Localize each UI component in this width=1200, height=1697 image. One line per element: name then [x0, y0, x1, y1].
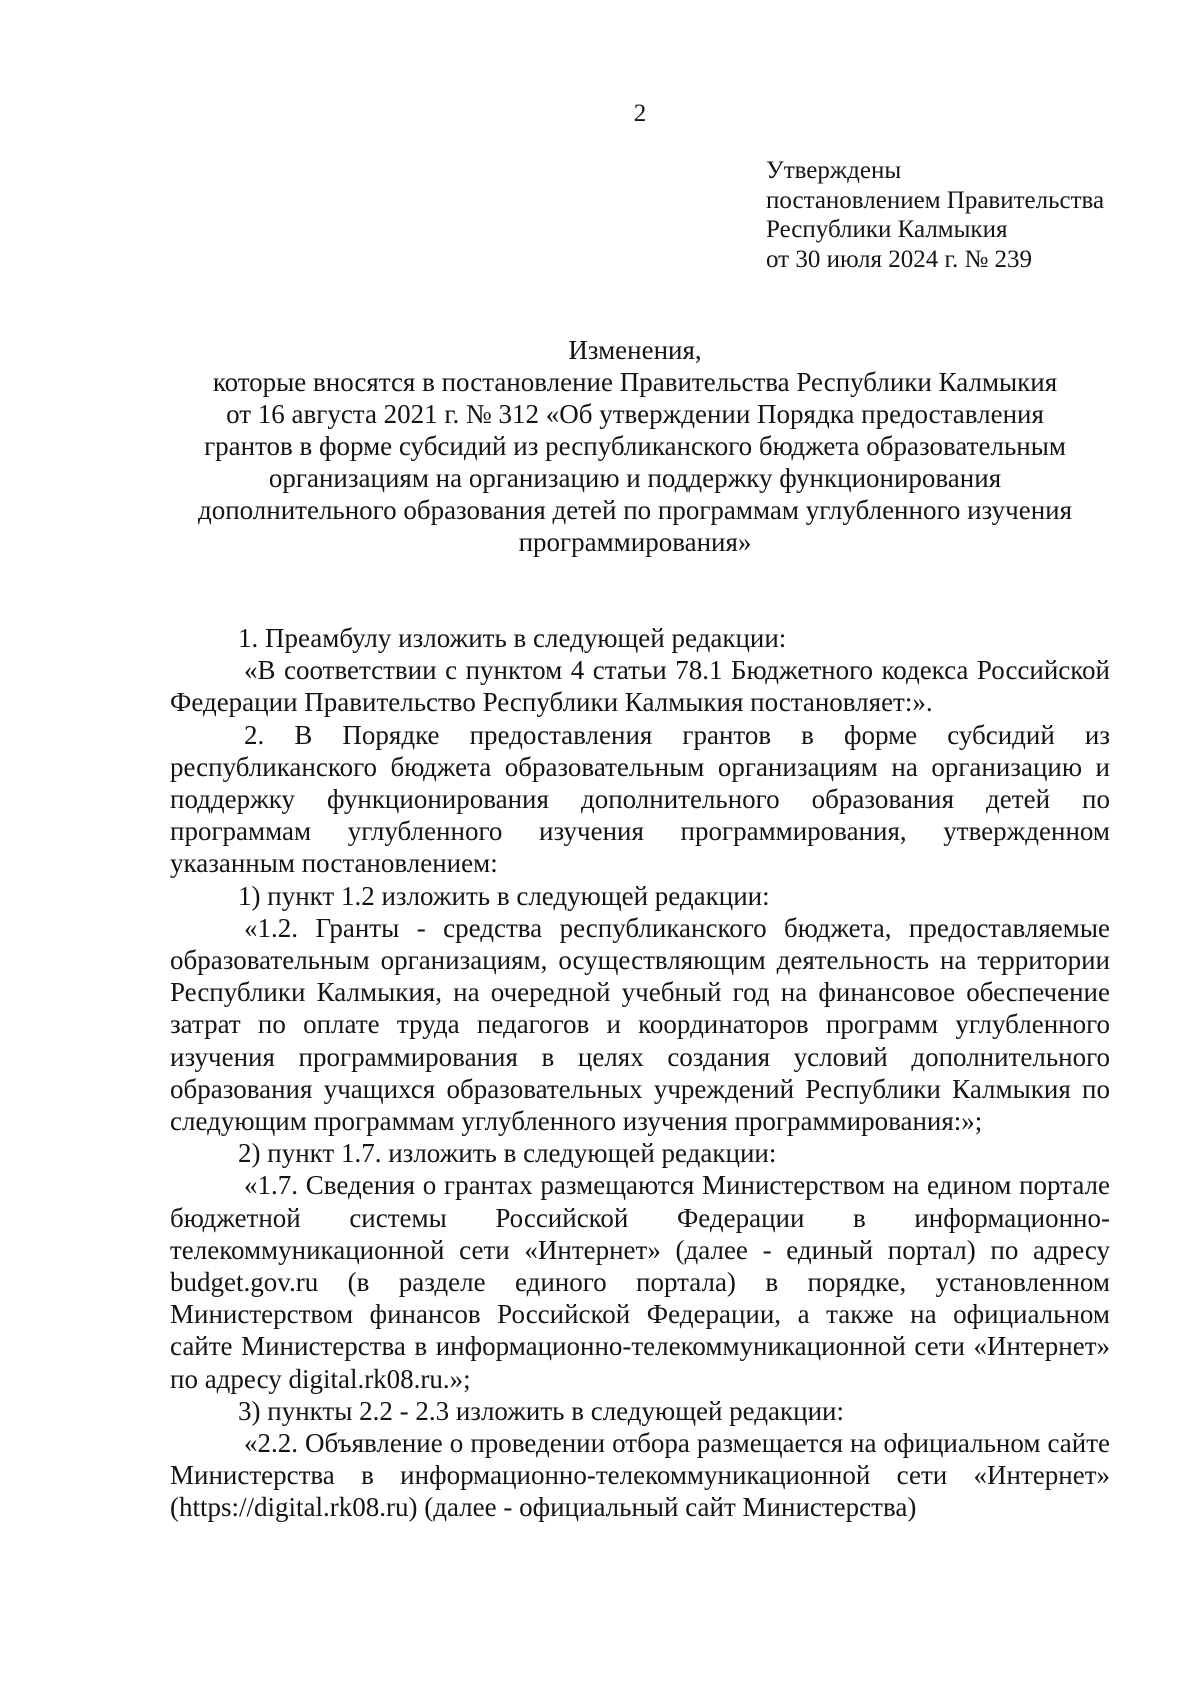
- paragraph-subitem-2: 2) пункт 1.7. изложить в следующей редакции:: [238, 1138, 777, 1169]
- paragraph-quote-1-7: «1.7. Сведения о грантах размещаются Министерством на едином портале бюджетной системы Российской Федерации в информационно-телекоммуникационной сети «Интернет» (далее - единый портал) по адресу budget.gov.ru (в разделе единого портала) в порядке, установленном Министерством финансов Российской Федерации, а также на официальном сайте Министерства в информационно-телекоммуникационной сети «Интернет» по адресу digital.rk08.ru.»;: [170, 1170, 1110, 1394]
- title-line: которые вносятся в постановление Правительства Республики Калмыкия: [212, 367, 1058, 397]
- paragraph-quote-1-2: «1.2. Гранты - средства республиканского бюджета, предоставляемые образовательным организациям, осуществляющим деятельность на территории Республики Калмыкия, на очередной учебный год на финансовое обеспечение затрат по оплате труда педагогов и координаторов программ углубленного изучения программирования в целях создания условий дополнительного образования учащихся образовательных учреждений Республики Калмыкия по следующим программам углубленного изучения программирования:»;: [170, 912, 1110, 1137]
- page-number: 2: [633, 100, 647, 127]
- title-line: организациям на организацию и поддержку функционирования: [268, 463, 1002, 493]
- document-body: [170, 622, 1110, 1524]
- title-line: Изменения,: [568, 335, 702, 365]
- paragraph-subitem-1: 1) пункт 1.2 изложить в следующей редакции:: [238, 880, 770, 911]
- title-line: грантов в форме субсидий из республиканского бюджета образовательным: [204, 431, 1066, 461]
- approval-line: Республики Калмыкия: [766, 216, 1008, 243]
- document-title: [150, 334, 1120, 558]
- paragraph-quote-2-2: «2.2. Объявление о проведении отбора размещается на официальном сайте Министерства в информационно-телекоммуникационной сети «Интернет» (https://digital.rk08.ru) (далее - официальный сайт Министерства): [170, 1428, 1110, 1523]
- title-line: дополнительного образования детей по программам углубленного изучения: [197, 495, 1073, 525]
- approval-date-line: от 30 июля 2024 г. № 239: [766, 245, 1033, 273]
- paragraph-preamble-quote: «В соответствии с пунктом 4 статьи 78.1 Бюджетного кодекса Российской Федерации Правительство Республики Калмыкия постановляет:».: [170, 655, 1110, 718]
- paragraph-subitem-3: 3) пункты 2.2 - 2.3 изложить в следующей редакции:: [238, 1395, 844, 1426]
- approval-block: [766, 156, 1104, 274]
- title-line: от 16 августа 2021 г. № 312 «Об утверждении Порядка предоставления: [226, 399, 1044, 429]
- approval-line: Утверждены: [766, 157, 902, 184]
- title-line: программирования»: [518, 527, 752, 557]
- paragraph-item-2: 2. В Порядке предоставления грантов в форме субсидий из республиканского бюджета образовательным организациям на организацию и поддержку функционирования дополнительного образования детей по программам углубленного изучения программирования, утвержденном указанным постановлением:: [170, 719, 1110, 879]
- approval-line: постановлением Правительства: [766, 186, 1105, 214]
- paragraph-item-1: 1. Преамбулу изложить в следующей редакции:: [238, 623, 787, 653]
